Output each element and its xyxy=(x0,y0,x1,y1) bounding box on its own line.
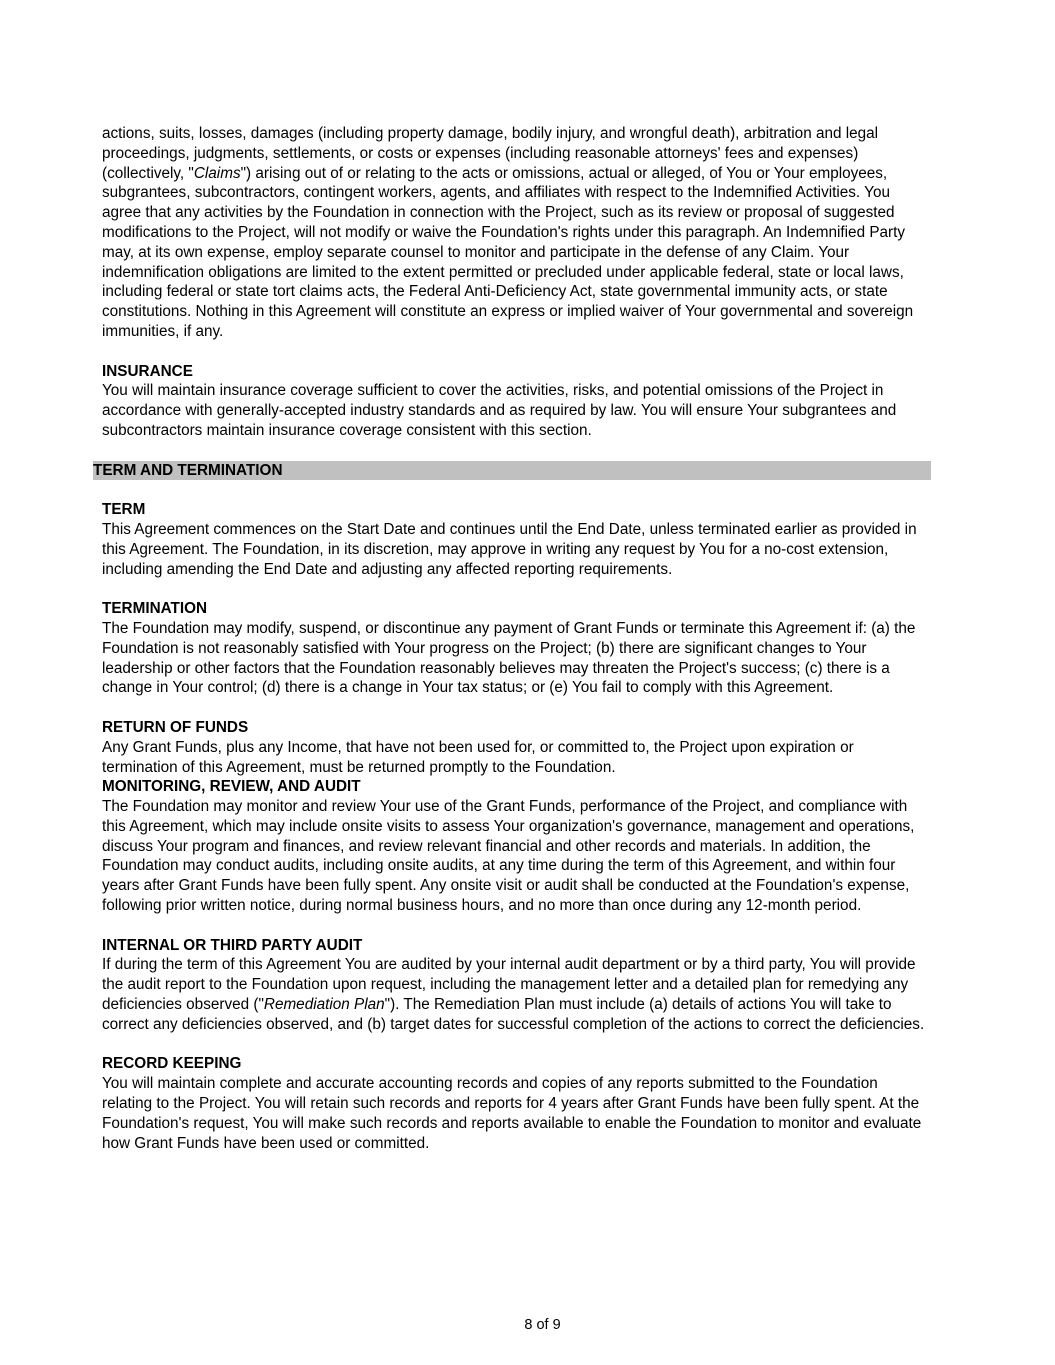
indemnification-text-b: ") arising out of or relating to the acts or omissions, actual or alleged, of You or Your employees, subgrantees, subcontractors, contingent workers, agents, and affiliates with respect to the Indemnified Activities. You agree that any activities by the Foundation in connection with the Project, such as its review or proposal of suggested modifications to the Project, will not modify or waive the Foundation's rights under this paragraph. An Indemnified Party may, at its own expense, employ separate counsel to monitor and participate in the defense of any Claim. Your indemnification obligations are limited to the extent permitted or precluded under applicable federal, state or local laws, including federal or state tort claims acts, the Federal Anti-Deficiency Act, state governmental immunity acts, or state constitutions. Nothing in this Agreement will constitute an express or implied waiver of Your governmental and sovereign immunities, if any. xyxy=(102,164,914,340)
monitoring-paragraph: The Foundation may monitor and review Your use of the Grant Funds, performance of the Project, and compliance with this Agreement, which may include onsite visits to assess Your organization's governance, management and operations, discuss Your program and finances, and review relevant financial and other records and materials. In addition, the Foundation may conduct audits, including onsite audits, at any time during the term of this Agreement, and within four years after Grant Funds have been fully spent. Any onsite visit or audit shall be conducted at the Foundation's expense, following prior written notice, during normal business hours, and no more than once during any 12-month period. xyxy=(102,798,915,915)
page-number: 8 of 9 xyxy=(524,1317,561,1333)
record-keeping-paragraph: You will maintain complete and accurate accounting records and copies of any reports submitted to the Foundation relating to the Project. You will retain such records and reports for 4 years after Grant Funds have been fully spent. At the Foundation's request, You will make such records and reports available to enable the Foundation to monitor and evaluate how Grant Funds have been used or committed. xyxy=(102,1075,922,1152)
claims-defined-term: Claims xyxy=(193,164,241,182)
audit-heading: INTERNAL OR THIRD PARTY AUDIT xyxy=(102,936,363,954)
audit-paragraph xyxy=(102,955,928,1034)
termination-paragraph: The Foundation may modify, suspend, or discontinue any payment of Grant Funds or terminate this Agreement if: (a) the Foundation is not reasonably satisfied with Your progress on the Project; (b) there are significant changes to Your leadership or other factors that the Foundation reasonably believes may threaten the Project's success; (c) there is a change in Your control; (d) there is a change in Your tax status; or (e) You fail to comply with this Agreement. xyxy=(102,619,916,697)
indemnification-text-a: actions, suits, losses, damages (including property damage, bodily injury, and wrongful death), arbitration and legal proceedings, judgments, settlements, or costs or expenses (including reasonable attorneys' fees and expenses) (collectively, " xyxy=(102,125,879,182)
record-keeping-heading: RECORD KEEPING xyxy=(102,1055,242,1073)
remediation-plan-defined-term: Remediation Plan xyxy=(263,996,385,1014)
term-paragraph: This Agreement commences on the Start Date and continues until the End Date, unless terminated earlier as provided in this Agreement. The Foundation, in its discretion, may approve in writing any request by You for a no-cost extension, including amending the End Date and adjusting any affected reporting requirements. xyxy=(102,520,917,578)
insurance-paragraph: You will maintain insurance coverage sufficient to cover the activities, risks, and potential omissions of the Project in accordance with generally-accepted industry standards and as required by law. You will ensure Your subgrantees and subcontractors maintain insurance coverage consistent with this section. xyxy=(102,382,897,439)
term-heading: TERM xyxy=(102,501,146,519)
audit-text-b: "). The Remediation Plan must include (a) details of actions You will take to correct any deficiencies observed, and (b) target dates for successful completion of the actions to correct the deficiencies. xyxy=(102,996,925,1033)
return-of-funds-heading: RETURN OF FUNDS xyxy=(102,718,249,736)
audit-text-a: If during the term of this Agreement You are audited by your internal audit department or by a third party, You will provide the audit report to the Foundation upon request, including the management letter and a detailed plan for remedying any deficiencies observed (" xyxy=(102,956,916,1014)
section-band-term-and-termination: TERM AND TERMINATION xyxy=(93,461,931,481)
monitoring-heading: MONITORING, REVIEW, AND AUDIT xyxy=(102,778,361,796)
termination-heading: TERMINATION xyxy=(102,600,208,618)
indemnification-paragraph xyxy=(102,124,928,342)
insurance-heading: INSURANCE xyxy=(102,362,193,380)
return-of-funds-paragraph: Any Grant Funds, plus any Income, that have not been used for, or committed to, the Project upon expiration or termination of this Agreement, must be returned promptly to the Foundation. xyxy=(102,738,854,776)
document-body xyxy=(93,124,928,1153)
